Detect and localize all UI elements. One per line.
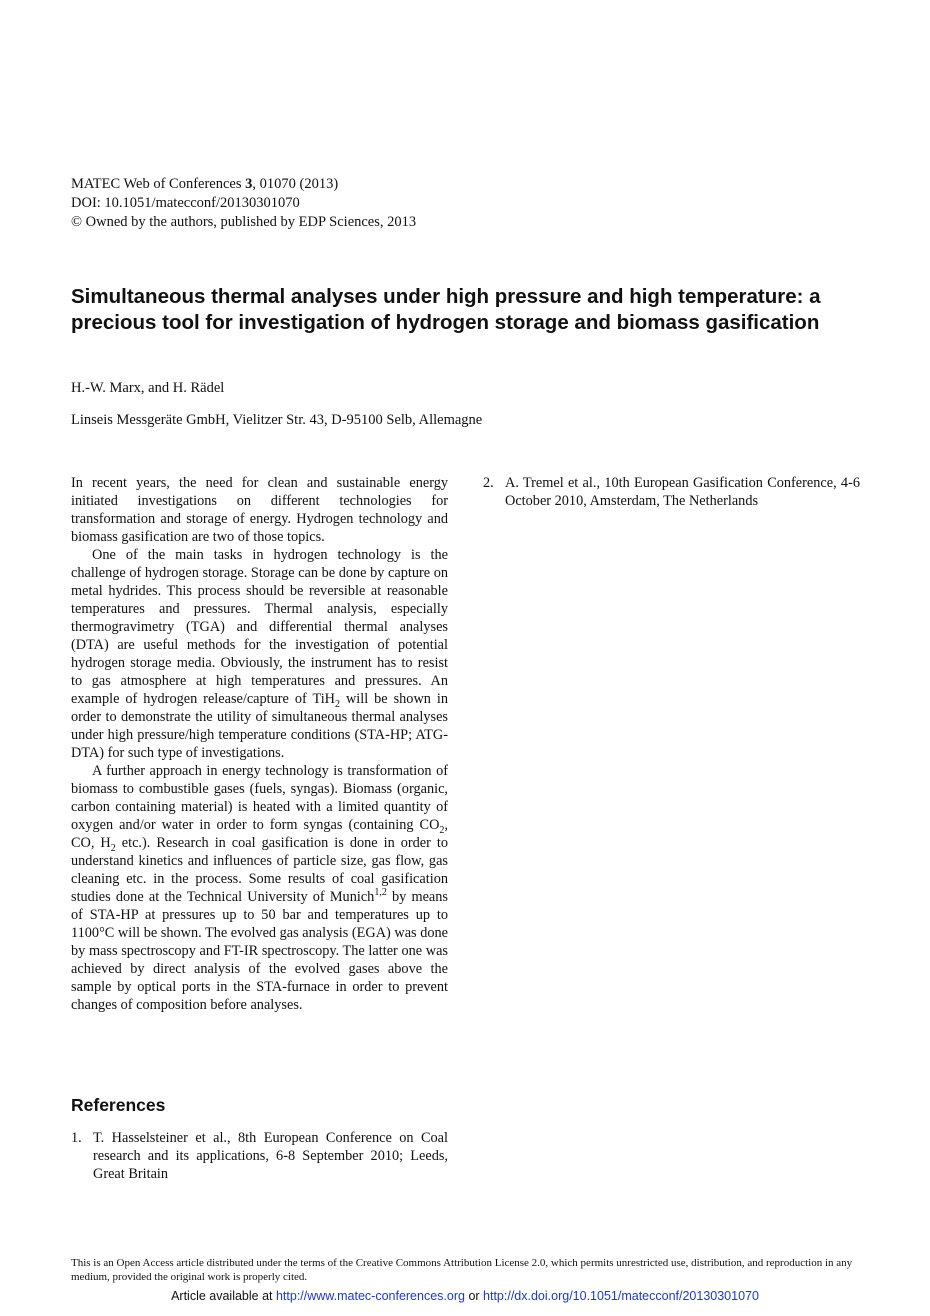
reference-item xyxy=(71,1129,448,1183)
authors: H.-W. Marx, and H. Rädel xyxy=(71,380,225,396)
reference-number: 1. xyxy=(71,1130,82,1146)
article-number: , 01070 (2013) xyxy=(252,176,339,192)
paragraph-biomass-gasification: A further approach in energy technology is transformation of biomass to combustible gases (fuels, syngas). Biomass (organic, carbon containing material) is heated with a limited quantity of oxygen and/or water in order to form syngas (containing $CO_2$, CO, $H_2$ etc.). Research in coal gasification is done in order to understand kinetics and influences of particle size, gas flow, gas cleaning etc. in the process. Some results of coal gasification studies done at the Technical University of Munich$^{1,2}$ by means of STA-HP at pressures up to 50 bar and temperatures up to 1100°C will be shown. The evolved gas analysis (EGA) was done by mass spectroscopy and FT-IR spectroscopy. The latter one was achieved by direct analysis of the evolved gases above the sample by optical ports in the STA-furnace in order to prevent changes of composition before analyses. xyxy=(71,763,448,1013)
doi-link[interactable]: http://dx.doi.org/10.1051/matecconf/20130301070 xyxy=(483,1289,759,1303)
journal-header xyxy=(71,175,416,232)
paragraph-intro: In recent years, the need for clean and sustainable energy initiated investigations on different technologies for transformation and storage of energy. Hydrogen technology and biomass gasification are two of those topics. xyxy=(71,475,448,545)
paper-title: Simultaneous thermal analyses under high pressure and high temperature: a precious tool for investigation of hydrogen storage and biomass gasification xyxy=(71,285,821,334)
affiliation: Linseis Messgeräte GmbH, Vielitzer Str. 43, D-95100 Selb, Allemagne xyxy=(71,412,483,428)
article-availability-footer: Article available at http://www.matec-conferences.org or http://dx.doi.org/10.1051/matecconf/20130301070 xyxy=(171,1289,759,1303)
reference-text: T. Hasselsteiner et al., 8th European Conference on Coal research and its applications, 6-8 September 2010; Leeds, Great Britain xyxy=(93,1130,448,1182)
journal-volume: 3 xyxy=(245,176,253,192)
references-heading: References xyxy=(71,1095,166,1115)
license-notice: This is an Open Access article distributed under the terms of the Creative Commons Attribution License 2.0, which permits unrestricted use, distribution, and reproduction in any medium, provided the original work is properly cited. xyxy=(71,1257,853,1283)
journal-citation xyxy=(71,175,416,194)
paragraph-hydrogen-storage: One of the main tasks in hydrogen technology is the challenge of hydrogen storage. Storage can be done by capture on metal hydrides. This process should be reversible at reasonable temperatures and pressures. Thermal analysis, especially thermogravimetry (TGA) and differential thermal analyses (DTA) are useful methods for the investigation of potential hydrogen storage media. Obviously, the instrument has to resist to gas atmosphere at high temperatures and pressures. An example of hydrogen release/capture of TiH$_2$ will be shown in order to demonstrate the utility of simultaneous thermal analyses under high pressure/high temperature conditions (STA-HP; ATG-DTA) for such type of investigations. xyxy=(71,547,448,761)
journal-name: MATEC Web of Conferences xyxy=(71,176,246,192)
copyright-line: © Owned by the authors, published by EDP Sciences, 2013 xyxy=(71,214,417,230)
citation-superscript[interactable]: 1,2 xyxy=(374,887,387,899)
reference-item xyxy=(483,474,860,510)
reference-text: A. Tremel et al., 10th European Gasification Conference, 4-6 October 2010, Amsterdam, The Netherlands xyxy=(505,475,860,509)
reference-number: 2. xyxy=(483,475,494,491)
body-text-column xyxy=(71,474,448,1014)
matec-website-link[interactable]: http://www.matec-conferences.org xyxy=(275,1289,465,1303)
doi-line: DOI: 10.1051/matecconf/20130301070 xyxy=(71,195,300,211)
